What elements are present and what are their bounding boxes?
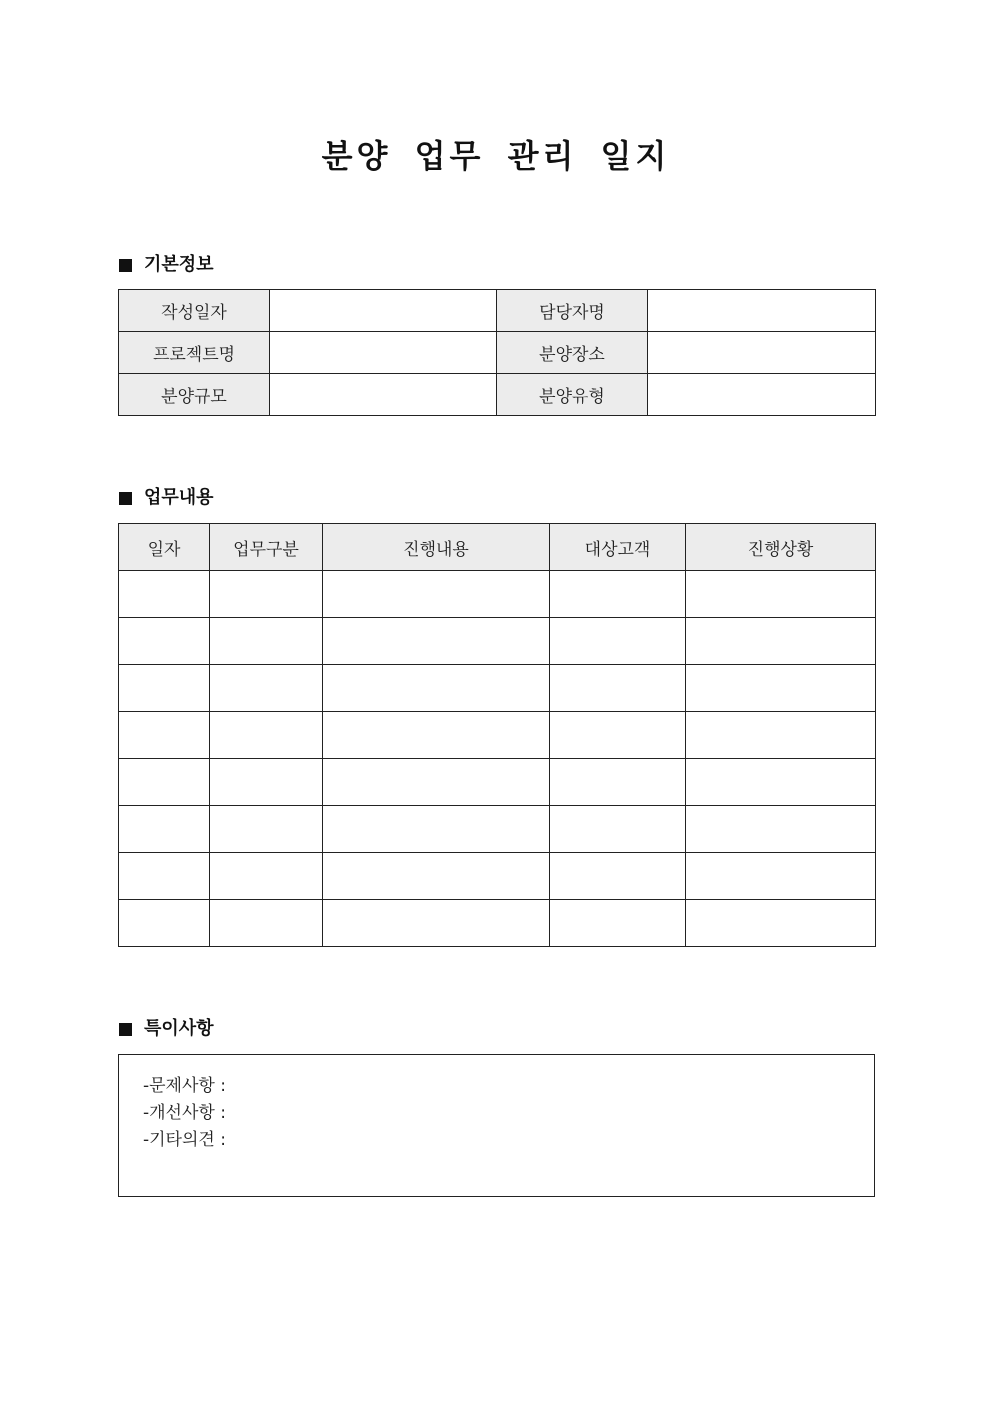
remarks-line-other-opinions: -기타의견 :	[143, 1130, 226, 1150]
field-label: 분양유형	[497, 374, 648, 416]
table-cell[interactable]	[119, 618, 210, 665]
square-bullet-icon	[119, 1023, 132, 1036]
table-cell[interactable]	[323, 665, 550, 712]
field-value[interactable]	[648, 332, 876, 374]
table-cell[interactable]	[550, 712, 686, 759]
table-cell[interactable]	[210, 853, 323, 900]
table-cell[interactable]	[550, 759, 686, 806]
square-bullet-icon	[119, 259, 132, 272]
table-cell[interactable]	[323, 853, 550, 900]
table-row	[119, 374, 876, 416]
field-label: 분양규모	[119, 374, 270, 416]
table-cell[interactable]	[210, 571, 323, 618]
field-label: 분양장소	[497, 332, 648, 374]
document-title: 분양 업무 관리 일지	[321, 137, 671, 175]
square-bullet-icon	[119, 492, 132, 505]
field-value[interactable]	[270, 290, 497, 332]
remarks-line-improvements: -개선사항 :	[143, 1103, 226, 1123]
table-cell[interactable]	[686, 900, 876, 947]
table-row	[119, 332, 876, 374]
column-header: 대상고객	[550, 524, 686, 571]
remarks-line-issues: -문제사항 :	[143, 1076, 226, 1096]
table-row	[119, 290, 876, 332]
table-cell[interactable]	[550, 618, 686, 665]
table-cell[interactable]	[210, 759, 323, 806]
table-cell[interactable]	[323, 712, 550, 759]
column-header: 진행상황	[686, 524, 876, 571]
table-cell[interactable]	[119, 571, 210, 618]
field-value[interactable]	[270, 332, 497, 374]
basic-info-table	[118, 289, 876, 416]
table-cell[interactable]	[686, 665, 876, 712]
table-row	[119, 806, 876, 853]
table-cell[interactable]	[686, 806, 876, 853]
section-heading-label: 특이사항	[144, 1018, 214, 1039]
table-row	[119, 571, 876, 618]
table-cell[interactable]	[686, 712, 876, 759]
table-row	[119, 665, 876, 712]
section-heading-label: 기본정보	[144, 254, 214, 275]
column-header: 진행내용	[323, 524, 550, 571]
table-cell[interactable]	[119, 712, 210, 759]
table-cell[interactable]	[210, 712, 323, 759]
column-header: 일자	[119, 524, 210, 571]
table-cell[interactable]	[550, 900, 686, 947]
table-cell[interactable]	[323, 571, 550, 618]
table-cell[interactable]	[686, 571, 876, 618]
section-heading-work-content	[119, 485, 214, 511]
table-cell[interactable]	[210, 618, 323, 665]
table-cell[interactable]	[119, 665, 210, 712]
table-cell[interactable]	[119, 900, 210, 947]
table-cell[interactable]	[323, 618, 550, 665]
table-row	[119, 759, 876, 806]
table-cell[interactable]	[119, 759, 210, 806]
field-value[interactable]	[270, 374, 497, 416]
table-row	[119, 712, 876, 759]
work-content-table	[118, 523, 876, 947]
table-cell[interactable]	[210, 665, 323, 712]
table-cell[interactable]	[686, 853, 876, 900]
table-row	[119, 900, 876, 947]
table-row	[119, 853, 876, 900]
table-cell[interactable]	[210, 900, 323, 947]
table-cell[interactable]	[210, 806, 323, 853]
table-cell[interactable]	[550, 665, 686, 712]
remarks-box[interactable]	[118, 1054, 875, 1197]
table-cell[interactable]	[550, 853, 686, 900]
table-cell[interactable]	[119, 806, 210, 853]
section-heading-remarks	[119, 1016, 214, 1042]
table-cell[interactable]	[686, 618, 876, 665]
field-label: 담당자명	[497, 290, 648, 332]
field-label: 프로젝트명	[119, 332, 270, 374]
table-header-row	[119, 524, 876, 571]
table-row	[119, 618, 876, 665]
table-cell[interactable]	[119, 853, 210, 900]
column-header: 업무구분	[210, 524, 323, 571]
section-heading-basic-info	[119, 252, 214, 278]
field-value[interactable]	[648, 374, 876, 416]
field-value[interactable]	[648, 290, 876, 332]
table-cell[interactable]	[550, 571, 686, 618]
section-heading-label: 업무내용	[144, 487, 214, 508]
table-cell[interactable]	[550, 806, 686, 853]
table-cell[interactable]	[686, 759, 876, 806]
table-cell[interactable]	[323, 900, 550, 947]
table-cell[interactable]	[323, 759, 550, 806]
table-cell[interactable]	[323, 806, 550, 853]
field-label: 작성일자	[119, 290, 270, 332]
